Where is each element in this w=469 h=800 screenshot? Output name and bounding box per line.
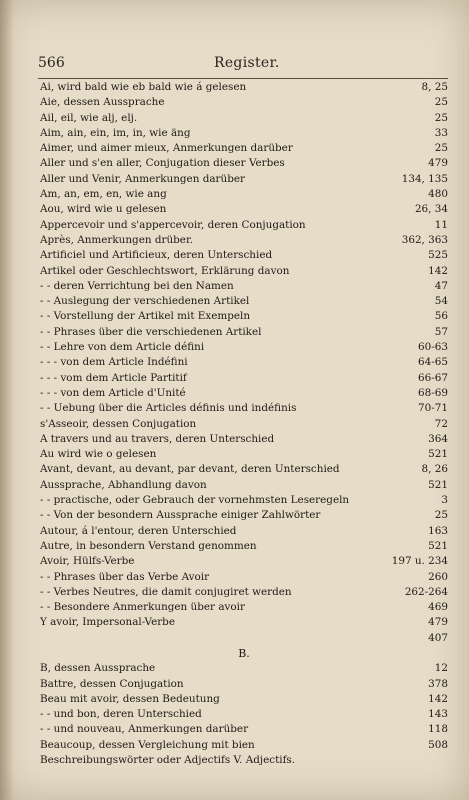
index-entry xyxy=(40,187,448,202)
entry-pages: 118 xyxy=(428,723,448,736)
entry-pages: 8, 26 xyxy=(421,463,448,476)
index-entry xyxy=(40,386,448,401)
entry-text: - - Besondere Anmerkungen über avoir xyxy=(40,601,245,614)
section-heading-b: B. xyxy=(238,646,250,660)
entry-pages: 12 xyxy=(434,662,448,675)
entry-pages: 480 xyxy=(428,188,448,201)
entry-pages: 378 xyxy=(428,677,448,690)
entry-pages: 142 xyxy=(428,692,448,705)
entry-pages: 25 xyxy=(434,96,448,109)
index-entry xyxy=(40,95,448,110)
entry-text: Avoir, Hülfs-Verbe xyxy=(40,555,135,568)
index-entry xyxy=(40,248,448,263)
entry-text: - - und nouveau, Anmerkungen darüber xyxy=(40,723,249,736)
entry-pages: 54 xyxy=(434,295,448,308)
index-entry xyxy=(40,233,448,248)
index-entry xyxy=(40,432,448,447)
index-entry xyxy=(40,325,448,340)
entry-pages: 362, 363 xyxy=(401,233,448,246)
index-entry xyxy=(40,692,448,707)
index-entry xyxy=(40,738,448,753)
entry-pages: 469 xyxy=(428,601,448,614)
index-entry xyxy=(40,202,448,217)
entry-pages: 262-264 xyxy=(404,585,448,598)
entry-pages: 525 xyxy=(428,249,448,262)
index-entry xyxy=(40,753,448,768)
index-entry xyxy=(40,279,448,294)
entry-text: s'Asseoir, dessen Conjugation xyxy=(40,417,197,430)
entry-pages: 364 xyxy=(428,432,448,445)
index-entry xyxy=(40,462,448,477)
entry-text: Beau mit avoir, dessen Bedeutung xyxy=(40,692,220,705)
index-entry xyxy=(40,141,448,156)
entry-text: Appercevoir und s'appercevoir, deren Conjugation xyxy=(40,218,306,231)
index-entry xyxy=(40,401,448,416)
entry-pages: 521 xyxy=(428,478,448,491)
entry-text: - - Lehre von dem Article défini xyxy=(40,341,205,354)
index-entry xyxy=(40,264,448,279)
entry-pages: 26, 34 xyxy=(414,203,448,216)
index-entry xyxy=(40,309,448,324)
entry-pages: 3 xyxy=(441,494,448,507)
index-entry xyxy=(40,722,448,737)
entry-pages: 70-71 xyxy=(418,402,448,415)
index-entry xyxy=(40,707,448,722)
entry-text: Beschreibungswörter oder Adjectifs V. Adjectifs. xyxy=(40,754,296,767)
entry-text: - - Von der besondern Aussprache einiger Zahlwörter xyxy=(40,509,321,522)
index-entry xyxy=(40,218,448,233)
entry-text: - - Phrases über die verschiedenen Artikel xyxy=(40,325,262,338)
index-entry xyxy=(40,539,448,554)
entry-pages: 479 xyxy=(428,157,448,170)
entry-pages: 407 xyxy=(428,631,448,644)
index-entry xyxy=(40,508,448,523)
index-entry xyxy=(40,447,448,462)
index-entry xyxy=(40,493,448,508)
entry-text: - - Vorstellung der Artikel mit Exempeln xyxy=(40,310,251,323)
entry-text: - - deren Verrichtung bei den Namen xyxy=(40,279,234,292)
entry-pages: 33 xyxy=(434,126,448,139)
entry-text: Aou, wird wie u gelesen xyxy=(40,203,167,216)
index-entry xyxy=(40,355,448,370)
entry-pages: 508 xyxy=(428,738,448,751)
entry-pages: 25 xyxy=(434,111,448,124)
running-title: Register. xyxy=(214,55,280,71)
index-entry xyxy=(40,631,448,646)
entry-text: Am, an, em, en, wie ang xyxy=(40,188,167,201)
entry-text: Ai, wird bald wie eb bald wie á gelesen xyxy=(40,81,247,93)
index-entry xyxy=(40,600,448,615)
index-entry xyxy=(40,156,448,171)
entry-text: - - und bon, deren Unterschied xyxy=(40,708,202,721)
index-entry xyxy=(40,554,448,569)
page-number: 566 xyxy=(38,55,65,71)
entry-pages: 197 u. 234 xyxy=(391,555,448,568)
entry-pages: 72 xyxy=(434,417,448,430)
entry-pages: 64-65 xyxy=(418,356,448,369)
page-gutter-shadow xyxy=(0,0,14,800)
entry-text: Autour, á l'entour, deren Unterschied xyxy=(40,524,237,537)
index-entry xyxy=(40,661,448,676)
entry-pages: 521 xyxy=(428,448,448,461)
entry-pages: 68-69 xyxy=(418,386,448,399)
entry-text: Aim, ain, ein, im, in, wie äng xyxy=(40,126,191,139)
entry-text: - - Verbes Neutres, die damit conjugiret werden xyxy=(40,585,292,598)
entry-text: Aller und s'en aller, Conjugation dieser Verbes xyxy=(40,157,285,170)
page-header xyxy=(38,55,450,75)
entry-pages: 25 xyxy=(434,142,448,155)
index-entry xyxy=(40,80,448,95)
index-entry xyxy=(40,478,448,493)
index-entry xyxy=(40,524,448,539)
entry-text: Autre, in besondern Verstand genommen xyxy=(40,539,257,552)
index-entry xyxy=(40,340,448,355)
entry-text: - - Uebung über die Articles définis und indéfinis xyxy=(40,402,297,415)
entry-text: Y avoir, Impersonal-Verbe xyxy=(40,616,175,629)
index-entry xyxy=(40,111,448,126)
entry-text: Aller und Venir, Anmerkungen darüber xyxy=(40,172,245,185)
index-entry xyxy=(40,294,448,309)
entry-text: Beaucoup, dessen Vergleichung mit bien xyxy=(40,738,255,751)
index-entry xyxy=(40,172,448,187)
entry-text: Ail, eil, wie alj, elj. xyxy=(40,111,138,124)
entry-text: - - Phrases über das Verbe Avoir xyxy=(40,570,210,583)
entry-text: Battre, dessen Conjugation xyxy=(40,677,184,690)
entry-pages: 57 xyxy=(434,325,448,338)
entry-pages: 260 xyxy=(428,570,448,583)
entry-text: Aimer, und aimer mieux, Anmerkungen darüber xyxy=(40,142,293,155)
entry-text: - - - vom dem Article Partitif xyxy=(40,371,187,384)
entry-pages: 11 xyxy=(434,218,448,231)
entry-text: Avant, devant, au devant, par devant, deren Unterschied xyxy=(40,463,340,476)
entry-text: Aussprache, Abhandlung davon xyxy=(40,478,207,491)
entry-text: B, dessen Aussprache xyxy=(40,662,156,675)
entry-pages: 521 xyxy=(428,539,448,552)
index-entry xyxy=(40,371,448,386)
entry-pages: 479 xyxy=(428,616,448,629)
entry-text: Artificiel und Artificieux, deren Unterschied xyxy=(40,249,273,262)
entry-text: A travers und au travers, deren Unterschied xyxy=(40,432,275,445)
entry-text: Après, Anmerkungen drüber. xyxy=(40,233,194,246)
entry-text: - - practische, oder Gebrauch der vornehmsten Leseregeln xyxy=(40,494,350,507)
index-entries xyxy=(40,80,448,768)
index-entry xyxy=(40,615,448,630)
entry-pages: 163 xyxy=(428,524,448,537)
index-entry xyxy=(40,677,448,692)
entry-pages: 66-67 xyxy=(418,371,448,384)
entry-pages: 142 xyxy=(428,264,448,277)
entry-pages: 25 xyxy=(434,509,448,522)
entry-pages: 134, 135 xyxy=(401,172,448,185)
entry-text: - - - von dem Article d'Unité xyxy=(40,386,186,399)
entry-pages: 143 xyxy=(428,708,448,721)
entry-text: - - - von dem Article Indéfini xyxy=(40,356,188,369)
entry-text: - - Auslegung der verschiedenen Artikel xyxy=(40,295,250,308)
entry-pages: 56 xyxy=(434,310,448,323)
entry-pages: 47 xyxy=(434,279,448,292)
entry-text: Aie, dessen Aussprache xyxy=(40,96,165,109)
index-entry xyxy=(40,126,448,141)
header-rule xyxy=(38,78,448,79)
index-entry xyxy=(40,585,448,600)
entry-text: Artikel oder Geschlechtswort, Erklärung davon xyxy=(40,264,290,277)
entry-pages: 60-63 xyxy=(418,341,448,354)
entry-pages: 8, 25 xyxy=(421,81,448,93)
index-entry xyxy=(40,570,448,585)
index-entry xyxy=(40,417,448,432)
entry-text: Au wird wie o gelesen xyxy=(40,448,157,461)
